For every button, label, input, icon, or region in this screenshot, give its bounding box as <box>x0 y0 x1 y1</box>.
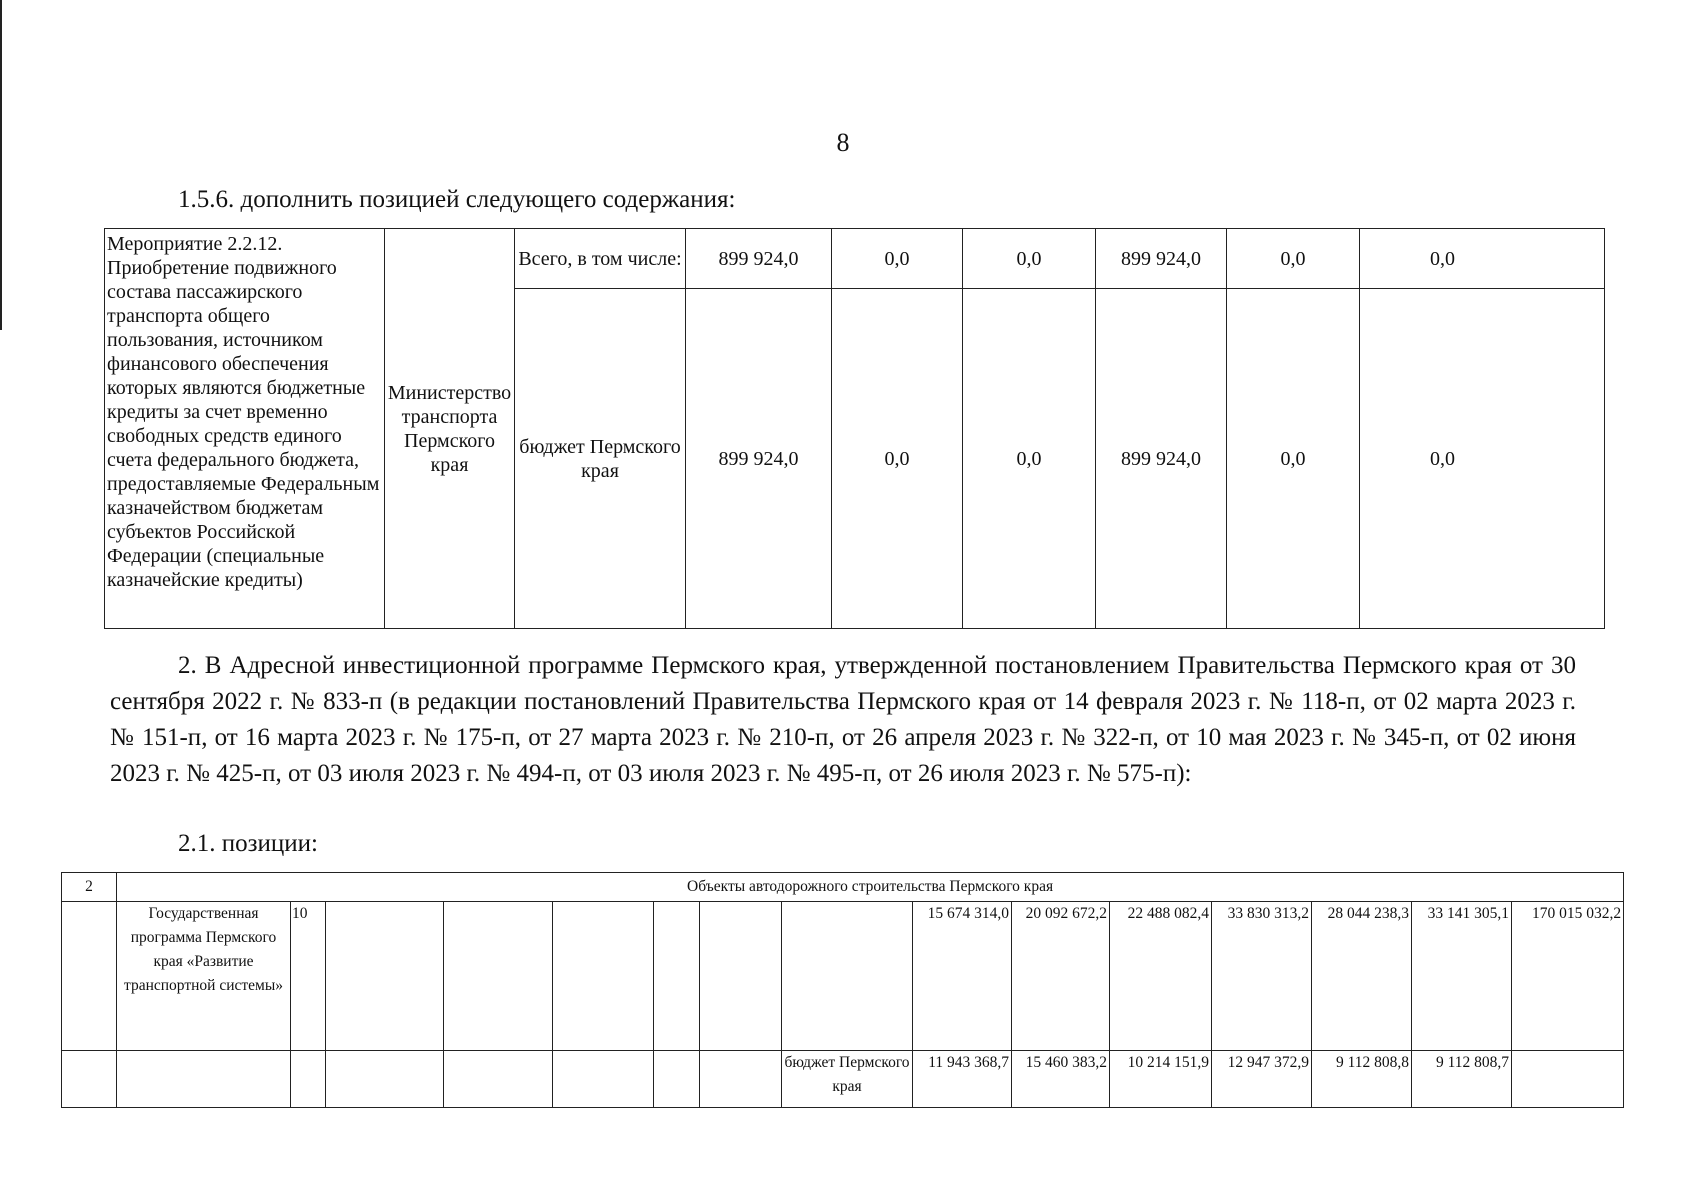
table-row <box>62 873 1624 902</box>
budget-value-cell: 11 943 368,7 <box>913 1051 1012 1108</box>
budget-value-cell <box>1512 1051 1624 1108</box>
budget-value-cell: 10 214 151,9 <box>1110 1051 1212 1108</box>
budget-source-cell: бюджет Пермского края <box>782 1051 913 1108</box>
value-cell: 0,0 <box>1360 289 1605 629</box>
value-cell: 0,0 <box>963 229 1096 289</box>
empty-cell <box>326 1051 444 1108</box>
total-value-cell: 33 830 313,2 <box>1212 902 1312 1051</box>
empty-cell <box>326 902 444 1051</box>
empty-cell <box>654 1051 700 1108</box>
empty-cell <box>62 902 117 1051</box>
budget-value-cell: 15 460 383,2 <box>1012 1051 1110 1108</box>
total-value-cell: 15 674 314,0 <box>913 902 1012 1051</box>
total-value-cell: 20 092 672,2 <box>1012 902 1110 1051</box>
empty-cell <box>782 902 913 1051</box>
empty-cell <box>553 902 654 1051</box>
value-cell: 899 924,0 <box>1096 289 1227 629</box>
measure-table <box>104 228 1605 629</box>
page-edge-line <box>0 0 2 330</box>
total-value-cell: 170 015 032,2 <box>1512 902 1624 1051</box>
value-cell: 0,0 <box>963 289 1096 629</box>
total-value-cell: 22 488 082,4 <box>1110 902 1212 1051</box>
empty-cell <box>654 902 700 1051</box>
event-description-cell: Мероприятие 2.2.12. Приобретение подвижного состава пассажирского транспорта общего пользования, источником финансового обеспечения которых являются бюджетные кредиты за счет временно свободных средств единого счета федерального бюджета, предоставляемые Федеральным казначейством бюджетам субъектов Российской Федерации (специальные казначейские кредиты) <box>105 229 385 629</box>
paragraph-2 <box>110 648 1576 792</box>
value-cell: 899 924,0 <box>1096 229 1227 289</box>
empty-cell <box>62 1051 117 1108</box>
funding-source-cell: бюджет Пермского края <box>515 289 686 629</box>
empty-cell <box>553 1051 654 1108</box>
empty-cell <box>444 1051 553 1108</box>
value-cell: 0,0 <box>832 229 963 289</box>
empty-cell <box>291 1051 326 1108</box>
program-name-cell: Государственная программа Пермского края «Развитие транспортной системы» <box>117 902 291 1051</box>
paragraph-2-text: 2. В Адресной инвестиционной программе Пермского края, утвержденной постановлением Правительства Пермского края от 30 сентября 2022 г. № 833-п (в редакции постановлений Правительства Пермского края от 14 февраля 2023 г. № 118-п, от 02 марта 2023 г. № 151-п, от 16 марта 2023 г. № 175-п, от 27 марта 2023 г. № 210-п, от 26 апреля 2023 г. № 322-п, от 10 мая 2023 г. № 345-п, от 02 июня 2023 г. № 425-п, от 03 июля 2023 г. № 494-п, от 03 июля 2023 г. № 495-п, от 26 июля 2023 г. № 575-п): <box>110 652 1576 787</box>
section-heading-2-1: 2.1. позиции: <box>178 830 318 857</box>
table-row <box>105 229 1605 289</box>
table-row <box>62 1051 1624 1108</box>
value-cell: 899 924,0 <box>686 289 832 629</box>
value-cell: 0,0 <box>1227 289 1360 629</box>
budget-value-cell: 12 947 372,9 <box>1212 1051 1312 1108</box>
responsible-executor-cell: Министерство транспорта Пермского края <box>385 229 515 629</box>
total-value-cell: 28 044 238,3 <box>1312 902 1412 1051</box>
budget-value-cell: 9 112 808,8 <box>1312 1051 1412 1108</box>
investment-program-table <box>61 872 1624 1108</box>
row-number-cell: 2 <box>62 873 117 902</box>
empty-cell <box>444 902 553 1051</box>
budget-value-cell: 9 112 808,7 <box>1412 1051 1512 1108</box>
value-cell: 0,0 <box>1227 229 1360 289</box>
funding-source-cell: Всего, в том числе: <box>515 229 686 289</box>
value-cell: 899 924,0 <box>686 229 832 289</box>
section-heading-1-5-6: 1.5.6. дополнить позицией следующего содержания: <box>178 186 736 213</box>
empty-cell <box>700 1051 782 1108</box>
section-header-cell: Объекты автодорожного строительства Пермского края <box>117 873 1624 902</box>
table-row <box>62 902 1624 1051</box>
value-cell: 0,0 <box>832 289 963 629</box>
value-cell: 0,0 <box>1360 229 1605 289</box>
total-value-cell: 33 141 305,1 <box>1412 902 1512 1051</box>
empty-cell <box>117 1051 291 1108</box>
page-number: 8 <box>836 128 850 157</box>
empty-cell <box>700 902 782 1051</box>
program-code-cell: 10 <box>291 902 326 1051</box>
